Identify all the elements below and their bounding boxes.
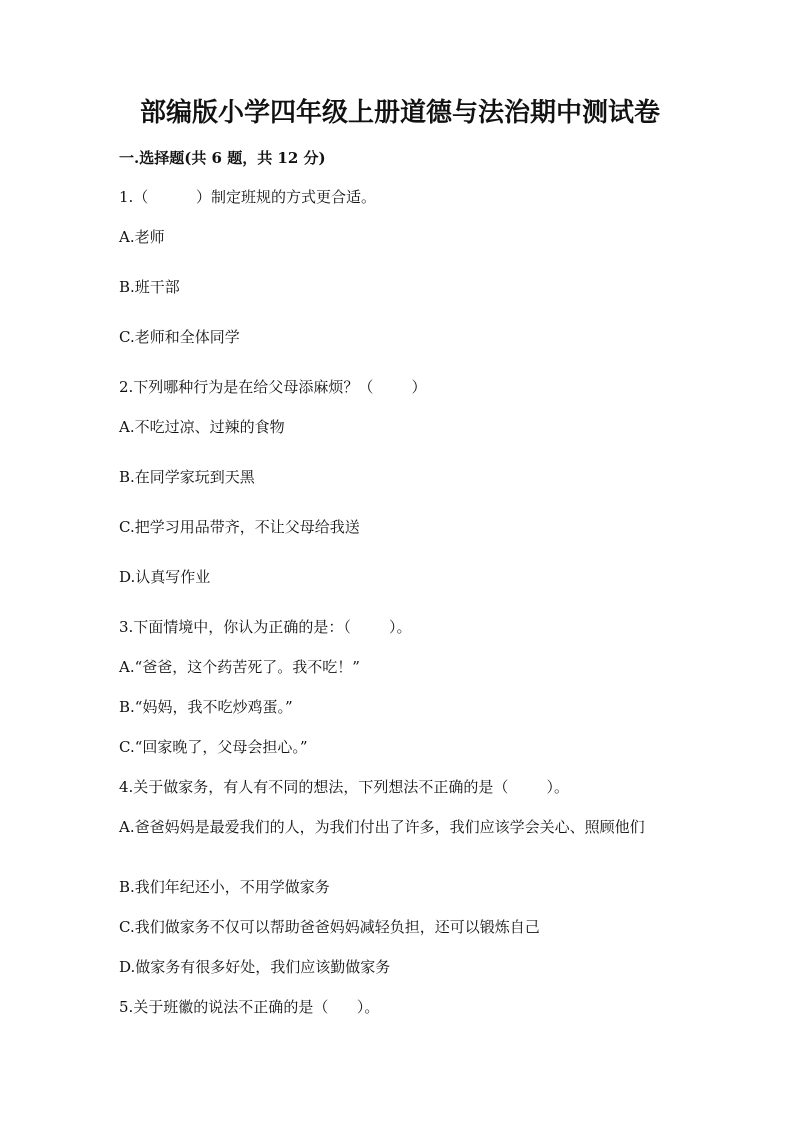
question-stem: 3.下面情境中，你认为正确的是：（ ）。 (119, 618, 412, 636)
answer-option: B.在同学家玩到天黑 (119, 468, 255, 486)
answer-option: D.做家务有很多好处，我们应该勤做家务 (119, 958, 391, 976)
answer-option: A.爸爸妈妈是最爱我们的人，为我们付出了许多，我们应该学会关心、照顾他们 (119, 818, 645, 836)
answer-option: C.老师和全体同学 (119, 328, 240, 346)
answer-option: A.“爸爸，这个药苦死了。我不吃！” (119, 658, 360, 676)
answer-option: C.把学习用品带齐，不让父母给我送 (119, 518, 360, 536)
question-stem: 1.（ ）制定班规的方式更合适。 (119, 188, 376, 206)
answer-option: C.我们做家务不仅可以帮助爸爸妈妈减轻负担，还可以锻炼自己 (119, 918, 540, 936)
exam-title: 部编版小学四年级上册道德与法治期中测试卷 (139, 98, 660, 128)
question-stem: 5.关于班徽的说法不正确的是（ ）。 (119, 998, 380, 1016)
answer-option: A.老师 (119, 228, 165, 246)
answer-option: B.班干部 (119, 278, 180, 296)
answer-option: A.不吃过凉、过辣的食物 (119, 418, 285, 436)
answer-option: B.“妈妈，我不吃炒鸡蛋。” (119, 698, 293, 716)
answer-option: B.我们年纪还小，不用学做家务 (119, 878, 330, 896)
answer-option: D.认真写作业 (119, 568, 211, 586)
section-heading: 一.选择题(共 6 题，共 12 分) (119, 149, 326, 167)
question-stem: 4.关于做家务，有人有不同的想法，下列想法不正确的是（ ）。 (119, 778, 569, 796)
question-stem: 2.下列哪种行为是在给父母添麻烦？（ ） (119, 378, 427, 396)
answer-option: C.“回家晚了，父母会担心。” (119, 738, 308, 756)
